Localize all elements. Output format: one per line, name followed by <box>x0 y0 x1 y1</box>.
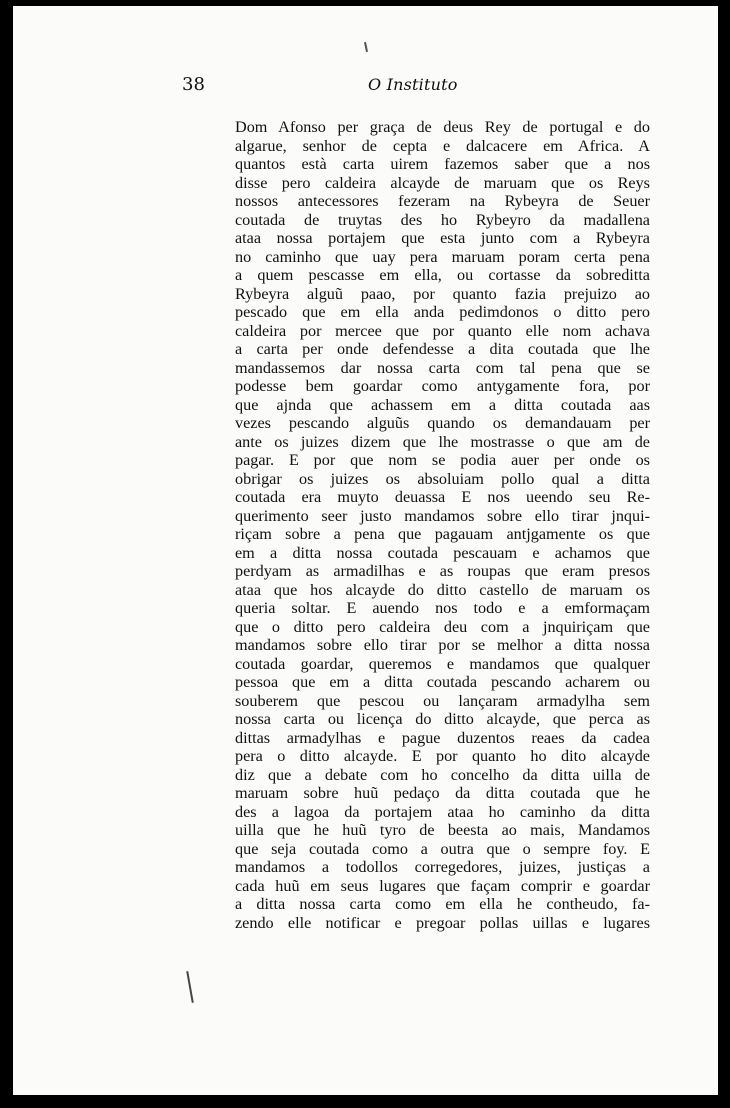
text-line: uilla que he huũ tyro de beesta ao mais, Mandamos <box>235 821 650 839</box>
document-body <box>235 118 650 932</box>
text-line: ante os juizes dizem que lhe mostrasse o que am de <box>235 432 650 451</box>
text-line: pescado que em ella anda pedimdonos o ditto pero <box>235 303 650 321</box>
text-line: quantos està carta uirem fazemos saber que a nos <box>235 155 650 173</box>
text-line: pagar. E por que nom se podia auer per onde os <box>235 451 650 469</box>
text-line: Dom Afonso per graça de deus Rey de portugal e do <box>235 118 650 136</box>
text-line: riçam sobre a pena que pagauam antjgamente os que <box>235 525 650 543</box>
text-line: mandamos sobre ello tirar por se melhor a ditta nossa <box>235 636 650 654</box>
text-line: coutada de truytas des ho Rybeyro da madallena <box>235 210 650 229</box>
text-line: a ditta nossa carta como em ella he contheudo, fa- <box>235 895 650 913</box>
text-line: coutada era muyto deuassa E nos ueendo seu Re- <box>235 488 650 506</box>
text-line: pessoa que em a ditta coutada pescando acharem ou <box>235 673 650 691</box>
page-header <box>13 74 730 100</box>
text-line: disse pero caldeira alcayde de maruam que os Reys <box>235 173 650 192</box>
text-line: perdyam as armadilhas e as roupas que eram presos <box>235 562 650 580</box>
text-line: algarue, senhor de cepta e dalcacere em Africa. A <box>235 136 650 155</box>
text-line: no caminho que uay pera maruam poram certa pena <box>235 247 650 266</box>
text-line: cada huũ em seus lugares que façam comprir e goardar <box>235 876 650 895</box>
text-line: caldeira por mercee que por quanto elle nom achava <box>235 321 650 340</box>
text-line: que seja coutada como a outra que o sempre foy. E <box>235 839 650 858</box>
text-line: dittas armadylhas e pague duzentos reaes da cadea <box>235 728 650 747</box>
text-line: mandamos a todollos corregedores, juizes, justiças a <box>235 858 650 876</box>
scan-speck-top <box>364 42 368 52</box>
text-line: souberem que pescou ou lançaram armadylha sem <box>235 691 650 710</box>
text-line: em a ditta nossa coutada pescauam e achamos que <box>235 543 650 562</box>
text-line: nossa carta ou licença do ditto alcayde, que perca as <box>235 710 650 728</box>
text-line: des a lagoa da portajem ataa ho caminho da ditta <box>235 802 650 821</box>
text-line: obrigar os juizes os absoluiam pollo qual a ditta <box>235 469 650 488</box>
text-line: que o ditto pero caldeira deu com a jnquiriçam que <box>235 617 650 636</box>
text-line: zendo elle notificar e pregoar pollas uillas e lugares <box>235 913 650 932</box>
text-line: a carta per onde defendesse a dita coutada que lhe <box>235 340 650 358</box>
running-title: O Instituto <box>368 75 458 94</box>
text-line: a quem pescasse em ella, ou cortasse da sobreditta <box>235 266 650 284</box>
text-line: podesse bem goardar como antygamente fora, por <box>235 377 650 395</box>
page-number: 38 <box>182 74 205 95</box>
text-line: ataa que hos alcayde do ditto castello de maruam os <box>235 580 650 599</box>
text-line: diz que a debate com ho concelho da ditta uilla de <box>235 765 650 784</box>
text-line: Rybeyra alguũ paao, por quanto fazia prejuizo ao <box>235 284 650 303</box>
text-line: nossos antecessores fezeram na Rybeyra de Seuer <box>235 192 650 210</box>
text-line: maruam sobre huũ pedaço da ditta coutada que he <box>235 784 650 802</box>
text-line: querimento seer justo mandamos sobre ello tirar jnqui- <box>235 506 650 525</box>
text-line: pera o ditto alcayde. E por quanto ho dito alcayde <box>235 747 650 765</box>
text-line: que ajnda que achassem em a ditta coutada aas <box>235 395 650 414</box>
text-line: mandassemos dar nossa carta com tal pena que se <box>235 358 650 377</box>
scan-speck-bottom <box>186 971 194 1003</box>
text-line: ataa nossa portajem que esta junto com a Rybeyra <box>235 229 650 247</box>
text-line: vezes pescando alguũs quando os demandauam per <box>235 414 650 432</box>
text-line: queria soltar. E auendo nos todo e a emformaçam <box>235 599 650 617</box>
text-line: coutada goardar, queremos e mandamos que qualquer <box>235 654 650 673</box>
